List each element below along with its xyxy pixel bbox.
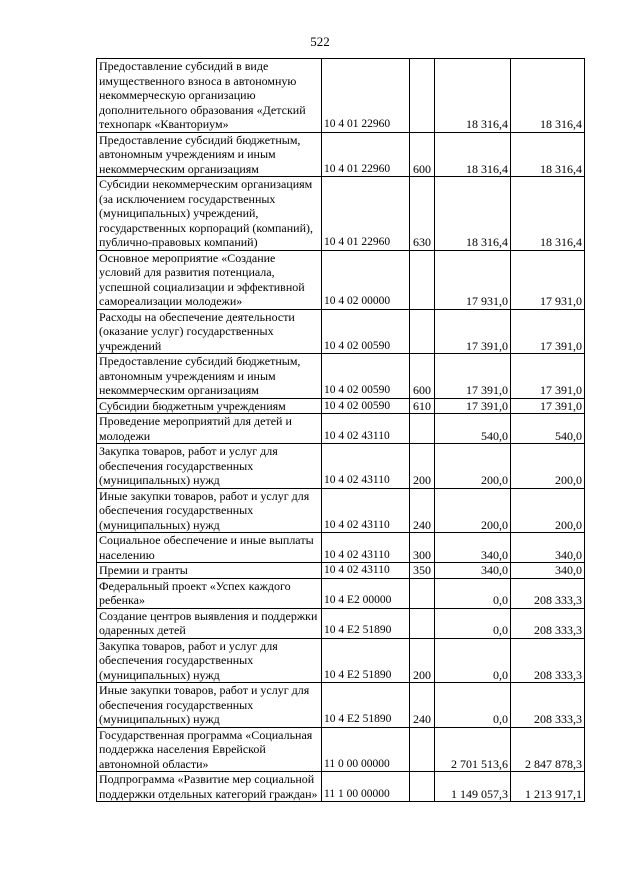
row-sum-year2: 340,0 bbox=[511, 563, 585, 579]
row-sum-year2: 200,0 bbox=[511, 444, 585, 489]
row-sum-year2: 17 931,0 bbox=[511, 250, 585, 309]
row-sum-year2: 2 847 878,3 bbox=[511, 727, 585, 772]
table-row bbox=[97, 59, 585, 133]
table-row bbox=[97, 683, 585, 728]
row-sum-year1: 18 316,4 bbox=[435, 177, 511, 251]
table-row bbox=[97, 398, 585, 414]
row-expense-type: 600 bbox=[410, 132, 435, 177]
table-row bbox=[97, 608, 585, 638]
row-sum-year2: 540,0 bbox=[511, 414, 585, 444]
row-expense-type bbox=[410, 414, 435, 444]
row-sum-year1: 0,0 bbox=[435, 608, 511, 638]
row-sum-year1: 18 316,4 bbox=[435, 59, 511, 133]
row-name: Закупка товаров, работ и услуг для обеспечения государственных (муниципальных) нужд bbox=[97, 638, 322, 683]
row-sum-year2: 18 316,4 bbox=[511, 177, 585, 251]
row-expense-type: 240 bbox=[410, 488, 435, 533]
row-expense-type: 630 bbox=[410, 177, 435, 251]
row-code: 10 4 02 43110 bbox=[322, 563, 410, 579]
row-name: Предоставление субсидий бюджетным, автономным учреждениям и иным некоммерческим организациям bbox=[97, 354, 322, 399]
row-sum-year2: 17 391,0 bbox=[511, 354, 585, 399]
row-expense-type bbox=[410, 727, 435, 772]
row-name: Субсидии бюджетным учреждениям bbox=[97, 398, 322, 414]
row-sum-year1: 0,0 bbox=[435, 578, 511, 608]
row-name: Расходы на обеспечение деятельности (оказание услуг) государственных учреждений bbox=[97, 309, 322, 354]
row-name: Социальное обеспечение и иные выплаты населению bbox=[97, 533, 322, 563]
row-sum-year1: 1 149 057,3 bbox=[435, 772, 511, 802]
table-row bbox=[97, 177, 585, 251]
row-name: Основное мероприятие «Создание условий для развития потенциала, успешной социализации и эффективной самореализации молодежи» bbox=[97, 250, 322, 309]
row-name: Субсидии некоммерческим организациям (за исключением государственных (муниципальных) учреждений, государственных корпораций (компаний), публично-правовых компаний) bbox=[97, 177, 322, 251]
row-expense-type: 200 bbox=[410, 444, 435, 489]
row-sum-year1: 0,0 bbox=[435, 638, 511, 683]
row-expense-type bbox=[410, 578, 435, 608]
row-name: Создание центров выявления и поддержки одаренных детей bbox=[97, 608, 322, 638]
table-row bbox=[97, 533, 585, 563]
row-code: 10 4 E2 51890 bbox=[322, 608, 410, 638]
row-sum-year2: 208 333,3 bbox=[511, 578, 585, 608]
row-expense-type: 350 bbox=[410, 563, 435, 579]
row-code: 10 4 02 43110 bbox=[322, 533, 410, 563]
row-name: Закупка товаров, работ и услуг для обеспечения государственных (муниципальных) нужд bbox=[97, 444, 322, 489]
table-row bbox=[97, 132, 585, 177]
row-sum-year1: 2 701 513,6 bbox=[435, 727, 511, 772]
table-row bbox=[97, 354, 585, 399]
row-expense-type bbox=[410, 772, 435, 802]
row-code: 10 4 E2 51890 bbox=[322, 638, 410, 683]
table-row bbox=[97, 638, 585, 683]
table-row bbox=[97, 250, 585, 309]
table-row bbox=[97, 578, 585, 608]
table-row bbox=[97, 414, 585, 444]
row-code: 10 4 E2 00000 bbox=[322, 578, 410, 608]
row-name: Подпрограмма «Развитие мер социальной поддержки отдельных категорий граждан» bbox=[97, 772, 322, 802]
row-expense-type: 240 bbox=[410, 683, 435, 728]
row-sum-year1: 18 316,4 bbox=[435, 132, 511, 177]
row-sum-year1: 540,0 bbox=[435, 414, 511, 444]
table-row bbox=[97, 444, 585, 489]
row-name: Предоставление субсидий бюджетным, автономным учреждениям и иным некоммерческим организациям bbox=[97, 132, 322, 177]
row-sum-year2: 200,0 bbox=[511, 488, 585, 533]
row-code: 10 4 02 43110 bbox=[322, 488, 410, 533]
page-number: 522 bbox=[310, 34, 330, 49]
row-name: Предоставление субсидий в виде имущественного взноса в автономную некоммерческую организацию дополнительного образования «Детский технопарк «Кванториум» bbox=[97, 59, 322, 133]
row-sum-year1: 17 391,0 bbox=[435, 398, 511, 414]
row-sum-year1: 0,0 bbox=[435, 683, 511, 728]
row-sum-year1: 200,0 bbox=[435, 444, 511, 489]
budget-table-body bbox=[97, 59, 585, 802]
row-code: 11 1 00 00000 bbox=[322, 772, 410, 802]
row-sum-year2: 17 391,0 bbox=[511, 398, 585, 414]
row-name: Премии и гранты bbox=[97, 563, 322, 579]
row-sum-year2: 208 333,3 bbox=[511, 608, 585, 638]
row-expense-type: 200 bbox=[410, 638, 435, 683]
table-row bbox=[97, 309, 585, 354]
row-code: 10 4 01 22960 bbox=[322, 132, 410, 177]
row-code: 10 4 02 00590 bbox=[322, 309, 410, 354]
row-name: Проведение мероприятий для детей и молодежи bbox=[97, 414, 322, 444]
row-expense-type bbox=[410, 250, 435, 309]
budget-table bbox=[96, 58, 585, 802]
row-code: 10 4 02 43110 bbox=[322, 414, 410, 444]
row-name: Иные закупки товаров, работ и услуг для обеспечения государственных (муниципальных) нужд bbox=[97, 683, 322, 728]
row-sum-year1: 17 931,0 bbox=[435, 250, 511, 309]
row-sum-year2: 208 333,3 bbox=[511, 638, 585, 683]
row-code: 10 4 02 00590 bbox=[322, 354, 410, 399]
row-sum-year2: 18 316,4 bbox=[511, 59, 585, 133]
table-row bbox=[97, 488, 585, 533]
row-sum-year2: 18 316,4 bbox=[511, 132, 585, 177]
row-code: 10 4 02 00000 bbox=[322, 250, 410, 309]
row-code: 10 4 02 43110 bbox=[322, 444, 410, 489]
row-sum-year1: 340,0 bbox=[435, 563, 511, 579]
row-expense-type bbox=[410, 59, 435, 133]
row-sum-year2: 1 213 917,1 bbox=[511, 772, 585, 802]
row-sum-year2: 208 333,3 bbox=[511, 683, 585, 728]
row-expense-type bbox=[410, 608, 435, 638]
table-row bbox=[97, 727, 585, 772]
row-expense-type: 300 bbox=[410, 533, 435, 563]
row-name: Иные закупки товаров, работ и услуг для обеспечения государственных (муниципальных) нужд bbox=[97, 488, 322, 533]
row-name: Федеральный проект «Успех каждого ребенка» bbox=[97, 578, 322, 608]
row-sum-year2: 17 391,0 bbox=[511, 309, 585, 354]
table-row bbox=[97, 563, 585, 579]
row-code: 10 4 E2 51890 bbox=[322, 683, 410, 728]
row-sum-year1: 200,0 bbox=[435, 488, 511, 533]
row-expense-type bbox=[410, 309, 435, 354]
row-name: Государственная программа «Социальная поддержка населения Еврейской автономной области» bbox=[97, 727, 322, 772]
row-code: 11 0 00 00000 bbox=[322, 727, 410, 772]
row-code: 10 4 01 22960 bbox=[322, 177, 410, 251]
row-sum-year2: 340,0 bbox=[511, 533, 585, 563]
row-sum-year1: 340,0 bbox=[435, 533, 511, 563]
row-sum-year1: 17 391,0 bbox=[435, 354, 511, 399]
row-sum-year1: 17 391,0 bbox=[435, 309, 511, 354]
row-code: 10 4 02 00590 bbox=[322, 398, 410, 414]
row-expense-type: 600 bbox=[410, 354, 435, 399]
table-row bbox=[97, 772, 585, 802]
row-expense-type: 610 bbox=[410, 398, 435, 414]
row-code: 10 4 01 22960 bbox=[322, 59, 410, 133]
